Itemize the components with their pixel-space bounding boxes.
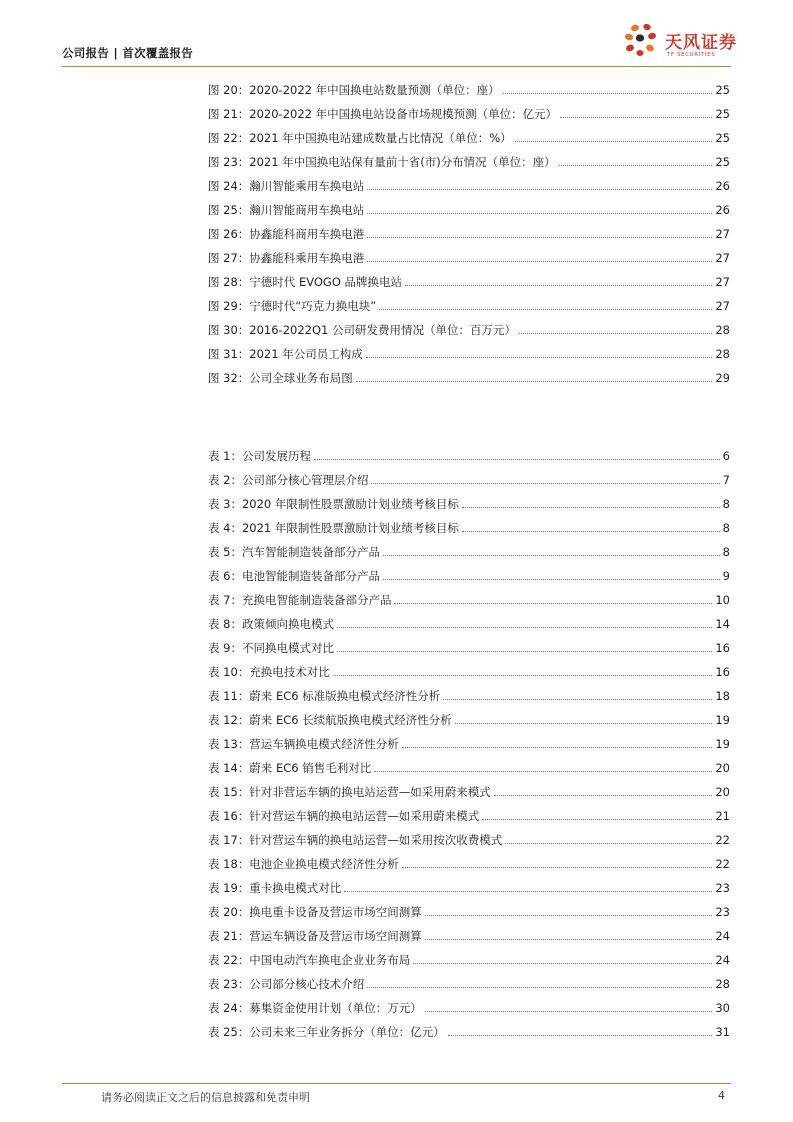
dot-leader [402,746,713,748]
entry-title: 表 10：充换电技术对比 [208,665,330,679]
entry-page-number: 26 [715,179,730,193]
figure-index-entry[interactable] [208,362,730,386]
figure-index-entry[interactable] [208,290,730,314]
report-type-title: 公司报告 | 首次覆盖报告 [62,46,194,60]
entry-page-number: 27 [715,251,730,265]
entry-page-number: 27 [715,227,730,241]
table-index-entry[interactable] [208,608,730,632]
logo-english-name: TF SECURITIES [667,52,716,58]
entry-page-number: 10 [715,593,730,607]
tf-securities-logo [621,22,737,64]
table-index-entry[interactable] [208,992,730,1016]
dot-leader [314,458,720,460]
entry-title: 表 4：2021 年限制性股票激励计划业绩考核目标 [208,521,459,535]
logo-chinese-name: 天风证券 [665,33,737,53]
entry-title: 表 3：2020 年限制性股票激励计划业绩考核目标 [208,497,459,511]
table-index-entry[interactable] [208,800,730,824]
table-index-entry[interactable] [208,632,730,656]
table-index-entry[interactable] [208,968,730,992]
entry-title: 表 1：公司发展历程 [208,449,311,463]
dot-leader [344,890,712,892]
dot-leader [482,818,712,820]
entry-title: 图 26：协鑫能科商用车换电港 [208,227,365,241]
dot-leader [367,260,712,262]
dot-leader [337,650,712,652]
entry-page-number: 8 [722,521,730,535]
entry-title: 表 9：不同换电模式对比 [208,641,334,655]
table-index-entry[interactable] [208,824,730,848]
dot-leader [448,1034,713,1036]
entry-page-number: 18 [715,689,730,703]
entry-page-number: 29 [715,371,730,385]
table-index-entry[interactable] [208,848,730,872]
entry-page-number: 22 [715,833,730,847]
disclaimer-note: 请务必阅读正文之后的信息披露和免责申明 [101,1091,310,1104]
entry-title: 表 24：募集资金使用计划（单位：万元） [208,1001,422,1015]
entry-page-number: 21 [715,809,730,823]
figure-index-entry[interactable] [208,98,730,122]
dot-leader [462,506,720,508]
dot-leader [503,92,713,94]
dot-leader [367,212,712,214]
entry-title: 图 32：公司全球业务布局图 [208,371,353,385]
dot-leader [560,116,712,118]
table-index-entry[interactable] [208,440,730,464]
entry-page-number: 8 [722,497,730,511]
table-index-entry[interactable] [208,752,730,776]
entry-title: 图 24：瀚川智能乘用车换电站 [208,179,365,193]
figure-index-entry[interactable] [208,194,730,218]
entry-title: 图 22：2021 年中国换电站建成数量占比情况（单位：%） [208,131,512,145]
entry-page-number: 26 [715,203,730,217]
dot-leader [394,602,712,604]
entry-title: 表 7：充换电智能制造装备部分产品 [208,593,392,607]
dot-leader [425,1010,713,1012]
entry-page-number: 24 [715,953,730,967]
entry-page-number: 20 [715,761,730,775]
entry-title: 图 20：2020-2022 年中国换电站数量预测（单位：座） [208,83,500,97]
figure-index-list [208,74,730,386]
entry-page-number: 7 [722,473,730,487]
entry-page-number: 28 [715,977,730,991]
dot-leader [333,674,713,676]
dot-leader [383,578,720,580]
entry-page-number: 28 [715,347,730,361]
table-index-entry[interactable] [208,656,730,680]
entry-page-number: 27 [715,299,730,313]
table-index-entry[interactable] [208,536,730,560]
entry-title: 图 23：2021 年中国换电站保有量前十省(市)分布情况（单位：座） [208,155,556,169]
entry-title: 图 21：2020-2022 年中国换电站设备市场规模预测（单位：亿元） [208,107,558,121]
entry-title: 图 25：瀚川智能商用车换电站 [208,203,365,217]
figure-index-entry[interactable] [208,146,730,170]
entry-page-number: 19 [715,737,730,751]
table-index-entry[interactable] [208,1016,730,1040]
entry-page-number: 23 [715,881,730,895]
dot-leader [455,722,713,724]
entry-page-number: 23 [715,905,730,919]
entry-title: 表 14：蔚来 EC6 销售毛利对比 [208,761,372,775]
table-index-entry[interactable] [208,920,730,944]
dot-leader [402,866,713,868]
dot-leader [374,770,712,772]
figure-index-entry[interactable] [208,242,730,266]
table-index-entry[interactable] [208,872,730,896]
entry-page-number: 6 [722,449,730,463]
entry-page-number: 20 [715,785,730,799]
entry-title: 表 13：营运车辆换电模式经济性分析 [208,737,399,751]
flower-logo-icon [621,22,665,64]
table-index-entry[interactable] [208,896,730,920]
entry-page-number: 25 [715,107,730,121]
entry-page-number: 8 [722,545,730,559]
table-index-entry[interactable] [208,680,730,704]
table-index-list [208,440,730,1040]
dot-leader [413,962,712,964]
entry-page-number: 28 [715,323,730,337]
entry-title: 表 2：公司部分核心管理层介绍 [208,473,369,487]
table-index-entry[interactable] [208,584,730,608]
entry-page-number: 19 [715,713,730,727]
entry-title: 表 22：中国电动汽车换电企业业务布局 [208,953,411,967]
entry-page-number: 25 [715,83,730,97]
dot-leader [337,626,712,628]
entry-page-number: 30 [715,1001,730,1015]
entry-title: 表 6：电池智能制造装备部分产品 [208,569,380,583]
table-index-entry[interactable] [208,512,730,536]
dot-leader [367,236,712,238]
figure-index-entry[interactable] [208,266,730,290]
entry-page-number: 9 [722,569,730,583]
dot-leader [383,554,720,556]
figure-index-entry[interactable] [208,218,730,242]
dot-leader [425,914,713,916]
entry-page-number: 31 [715,1025,730,1039]
dot-leader [405,284,712,286]
dot-leader [515,140,713,142]
entry-title: 表 25：公司未来三年业务拆分（单位：亿元） [208,1025,445,1039]
dot-leader [519,332,712,334]
dot-leader [371,482,719,484]
dot-leader [367,188,712,190]
entry-title: 图 27：协鑫能科乘用车换电港 [208,251,365,265]
figure-index-entry[interactable] [208,74,730,98]
dot-leader [494,794,713,796]
entry-page-number: 25 [715,155,730,169]
figure-index-entry[interactable] [208,314,730,338]
entry-title: 表 12：蔚来 EC6 长续航版换电模式经济性分析 [208,713,452,727]
entry-title: 表 5：汽车智能制造装备部分产品 [208,545,380,559]
entry-title: 图 30：2016-2022Q1 公司研发费用情况（单位：百万元） [208,323,516,337]
table-index-entry[interactable] [208,464,730,488]
dot-leader [443,698,712,700]
table-index-entry[interactable] [208,488,730,512]
entry-title: 表 19：重卡换电模式对比 [208,881,342,895]
dot-leader [366,356,713,358]
entry-title: 表 20：换电重卡设备及营运市场空间测算 [208,905,422,919]
entry-title: 表 16：针对营运车辆的换电站运营—如采用蔚来模式 [208,809,480,823]
page-number: 4 [718,1089,725,1102]
entry-title: 表 18：电池企业换电模式经济性分析 [208,857,399,871]
dot-leader [462,530,720,532]
dot-leader [425,938,713,940]
entry-title: 图 28：宁德时代 EVOGO 品牌换电站 [208,275,403,289]
entry-title: 图 29：宁德时代“巧克力换电块” [208,299,377,313]
table-index-entry[interactable] [208,776,730,800]
header-divider [62,66,731,67]
entry-page-number: 16 [715,641,730,655]
entry-title: 图 31：2021 年公司员工构成 [208,347,363,361]
entry-title: 表 21：营运车辆设备及营运市场空间测算 [208,929,422,943]
dot-leader [367,986,712,988]
entry-page-number: 22 [715,857,730,871]
entry-title: 表 8：政策倾向换电模式 [208,617,334,631]
dot-leader [379,308,712,310]
table-index-entry[interactable] [208,944,730,968]
table-index-entry[interactable] [208,728,730,752]
entry-page-number: 27 [715,275,730,289]
figure-index-entry[interactable] [208,338,730,362]
dot-leader [356,380,713,382]
figure-index-entry[interactable] [208,122,730,146]
entry-title: 表 11：蔚来 EC6 标准版换电模式经济性分析 [208,689,441,703]
entry-page-number: 14 [715,617,730,631]
entry-page-number: 16 [715,665,730,679]
figure-index-entry[interactable] [208,170,730,194]
entry-title: 表 17：针对营运车辆的换电站运营—如采用按次收费模式 [208,833,503,847]
dot-leader [505,842,712,844]
entry-title: 表 23：公司部分核心技术介绍 [208,977,365,991]
table-index-entry[interactable] [208,560,730,584]
entry-page-number: 25 [715,131,730,145]
footer-divider [62,1083,731,1084]
dot-leader [559,164,713,166]
table-index-entry[interactable] [208,704,730,728]
entry-page-number: 24 [715,929,730,943]
entry-title: 表 15：针对非营运车辆的换电站运营—如采用蔚来模式 [208,785,491,799]
